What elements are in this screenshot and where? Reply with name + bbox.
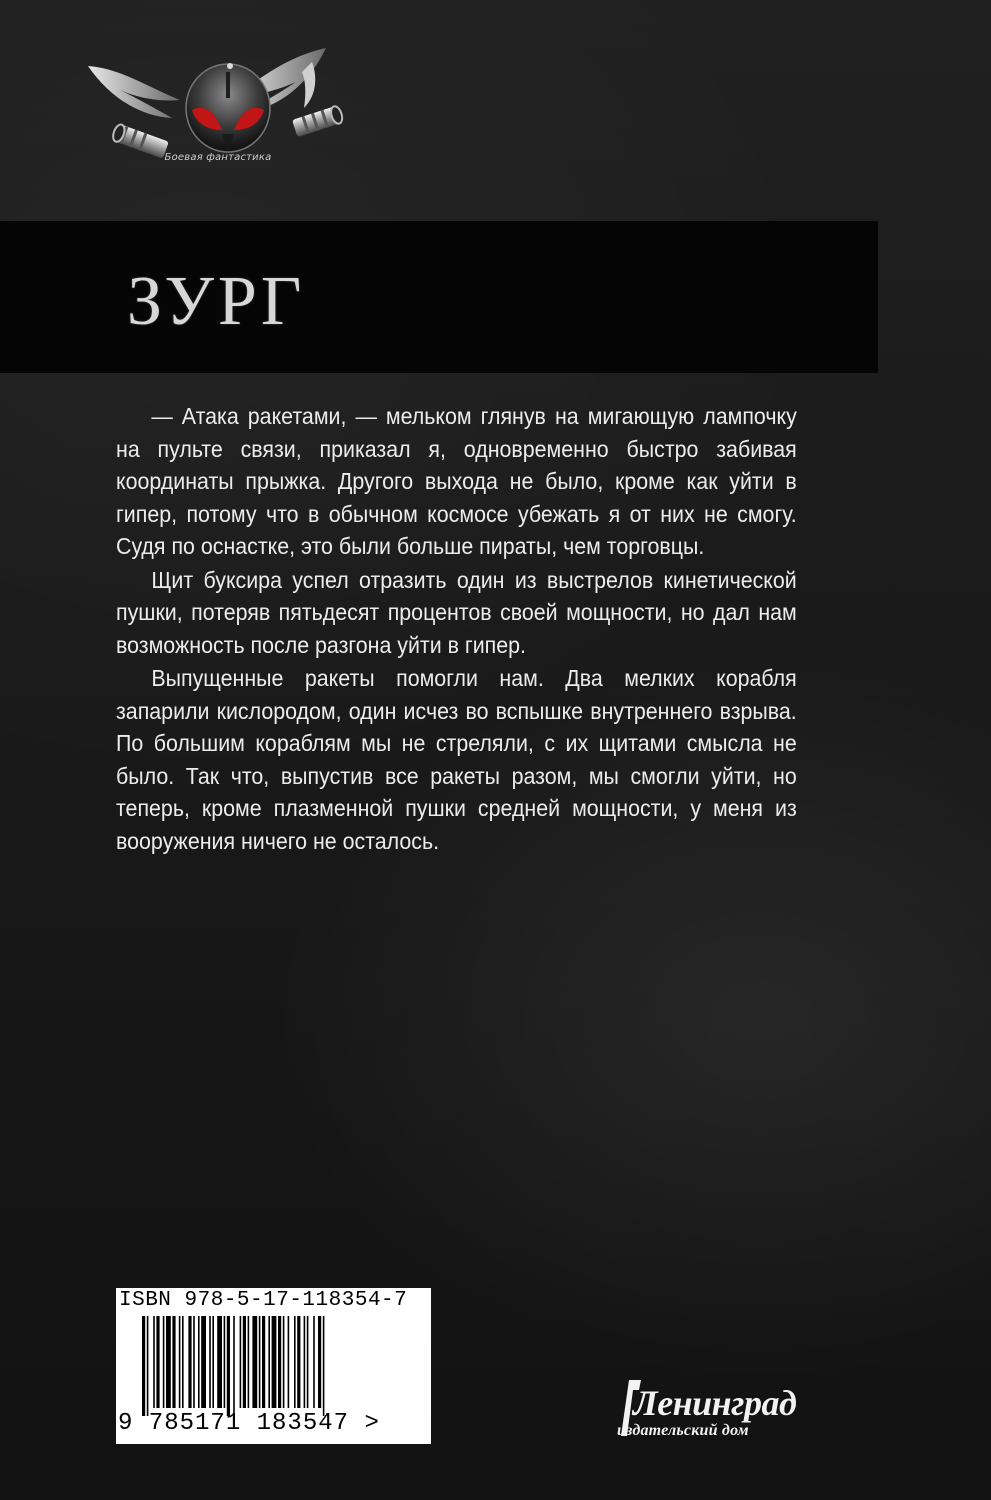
barcode-bar	[198, 1316, 200, 1408]
publisher-logo	[605, 1384, 855, 1444]
barcode-bar	[243, 1316, 246, 1408]
barcode-bar	[272, 1316, 277, 1408]
barcode-icon	[142, 1316, 400, 1416]
barcode-bar	[153, 1316, 155, 1408]
barcode-bar	[307, 1316, 309, 1408]
barcode-bar	[209, 1316, 211, 1408]
barcode-bar	[201, 1316, 206, 1408]
barcode-bar	[259, 1316, 261, 1408]
barcode-bar	[172, 1316, 175, 1408]
blurb-paragraph: Выпущенные ракеты помогли нам. Два мелких корабля запарили кислородом, один исчез во вспышке внутреннего взрыва. По большим кораблям мы не стреляли, с их щитами смысла не было. Так что, выпустив все ракеты разом, мы смогли уйти, но теперь, кроме плазменной пушки средней мощности, у меня из вооружения ничего не осталось.	[116, 665, 797, 854]
barcode-bar	[240, 1316, 242, 1408]
barcode-bar	[193, 1316, 195, 1408]
barcode-bar	[283, 1316, 285, 1408]
blurb-paragraph: — Атака ракетами, — мельком глянув на мигающую лампочку на пульте связи, приказал я, одновременно быстро забивая координаты прыжка. Другого выхода не было, кроме как уйти в гипер, потому что в обычном космосе убежать я от них не смогу. Судя по оснастке, это были больше пираты, чем торговцы.	[116, 403, 797, 559]
barcode-bar	[304, 1316, 306, 1408]
barcode-bar	[179, 1316, 181, 1408]
barcode-bar	[252, 1316, 257, 1408]
barcode-bar	[233, 1316, 235, 1416]
barcode-bar	[224, 1316, 226, 1408]
publisher-subtitle: издательский дом	[617, 1422, 749, 1439]
barcode-bar	[217, 1316, 222, 1408]
barcode-bar	[182, 1316, 184, 1408]
barcode-bar	[262, 1316, 265, 1408]
series-emblem	[80, 38, 350, 188]
barcode-bar	[166, 1316, 171, 1408]
alien-skull-emblem-icon	[80, 38, 350, 188]
barcode-bar	[318, 1316, 321, 1408]
barcode-bar	[147, 1316, 149, 1416]
barcode-bar	[248, 1316, 250, 1408]
barcode-bar	[188, 1316, 191, 1408]
barcode-bar	[323, 1316, 325, 1416]
barcode-bar	[294, 1316, 296, 1408]
barcode-bar	[156, 1316, 159, 1408]
barcode-bar	[288, 1316, 290, 1408]
barcode-bar	[163, 1316, 165, 1408]
barcode-bar	[142, 1316, 145, 1416]
barcode-bar	[227, 1316, 230, 1416]
isbn-label: ISBN 978-5-17-118354-7	[119, 1289, 408, 1312]
blurb	[116, 400, 797, 857]
book-title: ЗУРГ	[127, 263, 306, 340]
series-caption: Боевая фантастика	[164, 152, 272, 163]
barcode-bar	[268, 1316, 270, 1408]
barcode-bar	[278, 1316, 281, 1408]
publisher-name: Ленинград	[633, 1383, 797, 1423]
barcode-bar	[297, 1316, 300, 1408]
barcode-bar	[212, 1316, 214, 1408]
blurb-paragraph: Щит буксира успел отразить один из выстрелов кинетической пушки, потеряв пятьдесят процентов своей мощности, но дал нам возможность после разгона уйти в гипер.	[116, 566, 797, 658]
barcode-digits: 9 785171 183547 >	[118, 1410, 380, 1437]
isbn-barcode	[116, 1288, 431, 1444]
barcode-bar	[313, 1316, 315, 1408]
